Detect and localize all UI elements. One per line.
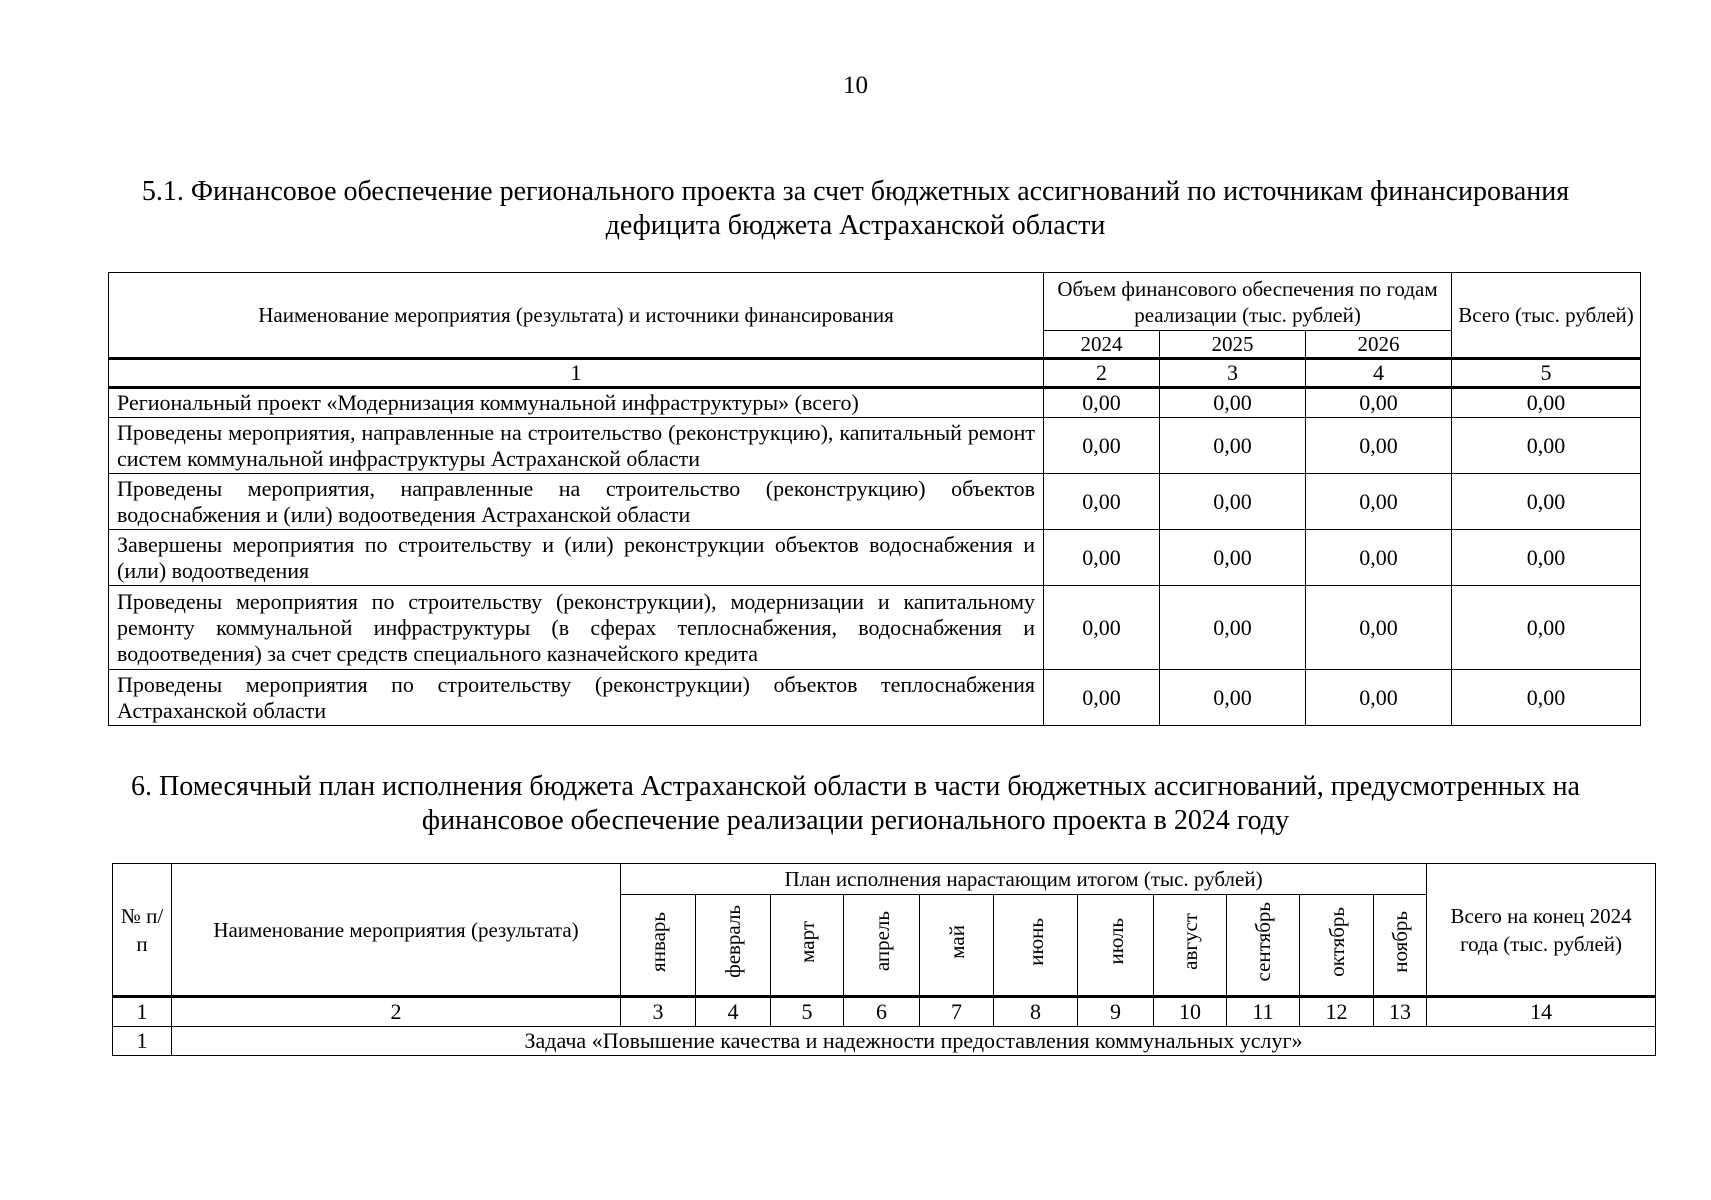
header-month-june: июнь [994, 895, 1078, 997]
value-2024: 0,00 [1044, 670, 1160, 726]
column-index: 10 [1154, 997, 1227, 1027]
column-index: 2 [172, 997, 621, 1027]
header-month-march: март [771, 895, 844, 997]
row-name: Проведены мероприятия по строительству (реконструкции) объектов теплоснабжения Астраханской области [109, 670, 1044, 726]
value-2026: 0,00 [1306, 418, 1452, 474]
header-total-year-end: Всего на конец 2024 года (тыс. рублей) [1427, 864, 1656, 997]
column-index: 3 [621, 997, 696, 1027]
column-index: 2 [1044, 359, 1160, 388]
section-5-1-title-line2: дефицита бюджета Астраханской области [605, 210, 1106, 241]
header-month-october: октябрь [1300, 895, 1374, 997]
column-index: 9 [1078, 997, 1154, 1027]
header-year-2026: 2026 [1306, 331, 1452, 359]
column-index: 11 [1227, 997, 1300, 1027]
value-total: 0,00 [1452, 474, 1641, 530]
column-index: 4 [696, 997, 771, 1027]
section-6-title [100, 770, 1611, 838]
row-name: Проведены мероприятия, направленные на строительство (реконструкцию) объектов водоснабжения и (или) водоотведения Астраханской области [109, 474, 1044, 530]
page-number: 10 [843, 72, 868, 99]
value-2025: 0,00 [1160, 530, 1306, 586]
value-total: 0,00 [1452, 530, 1641, 586]
task-number: 1 [113, 1027, 172, 1056]
column-index: 6 [844, 997, 920, 1027]
task-row [113, 1027, 1656, 1056]
table-row [109, 474, 1641, 530]
column-index: 1 [109, 359, 1044, 388]
header-number: № п/п [113, 864, 172, 997]
task-text: Задача «Повышение качества и надежности предоставления коммунальных услуг» [172, 1027, 1656, 1056]
header-plan: План исполнения нарастающим итогом (тыс. рублей) [621, 864, 1427, 895]
section-5-1-title-line1: 5.1. Финансовое обеспечение регионального проекта за счет бюджетных ассигнований по источникам финансирования [141, 176, 1570, 207]
value-2025: 0,00 [1160, 418, 1306, 474]
section-6-title-line2: финансовое обеспечение реализации регионального проекта в 2024 году [421, 805, 1290, 836]
table-row [109, 670, 1641, 726]
header-name: Наименование мероприятия (результата) и источники финансирования [109, 273, 1044, 359]
monthly-plan-table [112, 863, 1656, 1056]
value-2026: 0,00 [1306, 586, 1452, 670]
value-total: 0,00 [1452, 388, 1641, 418]
section-6-title-line1: 6. Помесячный план исполнения бюджета Астраханской области в части бюджетных ассигнований, предусмотренных на [131, 771, 1580, 802]
value-2025: 0,00 [1160, 670, 1306, 726]
header-total: Всего (тыс. рублей) [1452, 273, 1641, 359]
column-index: 14 [1427, 997, 1656, 1027]
table-row [109, 418, 1641, 474]
table-row [109, 388, 1641, 418]
value-total: 0,00 [1452, 418, 1641, 474]
value-2024: 0,00 [1044, 586, 1160, 670]
header-month-september: сентябрь [1227, 895, 1300, 997]
value-2025: 0,00 [1160, 388, 1306, 418]
row-name: Региональный проект «Модернизация коммунальной инфраструктуры» (всего) [109, 388, 1044, 418]
value-2024: 0,00 [1044, 530, 1160, 586]
table-row [109, 530, 1641, 586]
header-month-november: ноябрь [1374, 895, 1427, 997]
value-total: 0,00 [1452, 586, 1641, 670]
value-2024: 0,00 [1044, 388, 1160, 418]
section-5-1-title [100, 175, 1611, 243]
column-index: 5 [1452, 359, 1641, 388]
column-index: 12 [1300, 997, 1374, 1027]
value-2026: 0,00 [1306, 530, 1452, 586]
header-volume: Объем финансового обеспечения по годам реализации (тыс. рублей) [1044, 273, 1452, 331]
column-index: 7 [920, 997, 994, 1027]
header-month-august: август [1154, 895, 1227, 997]
value-2026: 0,00 [1306, 474, 1452, 530]
row-name: Проведены мероприятия по строительству (реконструкции), модернизации и капитальному ремонту коммунальной инфраструктуры (в сферах теплоснабжения, водоснабжения и водоотведения) за счет средств специального казначейского кредита [109, 586, 1044, 670]
header-year-2024: 2024 [1044, 331, 1160, 359]
value-2025: 0,00 [1160, 474, 1306, 530]
header-month-july: июль [1078, 895, 1154, 997]
financing-table [108, 272, 1641, 726]
value-2024: 0,00 [1044, 418, 1160, 474]
header-month-february: февраль [696, 895, 771, 997]
header-month-may: май [920, 895, 994, 997]
column-index-row [113, 997, 1656, 1027]
value-2024: 0,00 [1044, 474, 1160, 530]
row-name: Завершены мероприятия по строительству и (или) реконструкции объектов водоснабжения и (или) водоотведения [109, 530, 1044, 586]
row-name: Проведены мероприятия, направленные на строительство (реконструкцию), капитальный ремонт систем коммунальной инфраструктуры Астраханской области [109, 418, 1044, 474]
table-row [109, 586, 1641, 670]
column-index: 8 [994, 997, 1078, 1027]
header-year-2025: 2025 [1160, 331, 1306, 359]
column-index: 1 [113, 997, 172, 1027]
value-2026: 0,00 [1306, 388, 1452, 418]
column-index: 3 [1160, 359, 1306, 388]
column-index: 4 [1306, 359, 1452, 388]
value-total: 0,00 [1452, 670, 1641, 726]
column-index: 13 [1374, 997, 1427, 1027]
value-2025: 0,00 [1160, 586, 1306, 670]
header-month-january: январь [621, 895, 696, 997]
header-name: Наименование мероприятия (результата) [172, 864, 621, 997]
value-2026: 0,00 [1306, 670, 1452, 726]
header-month-april: апрель [844, 895, 920, 997]
column-index: 5 [771, 997, 844, 1027]
column-index-row [109, 359, 1641, 388]
